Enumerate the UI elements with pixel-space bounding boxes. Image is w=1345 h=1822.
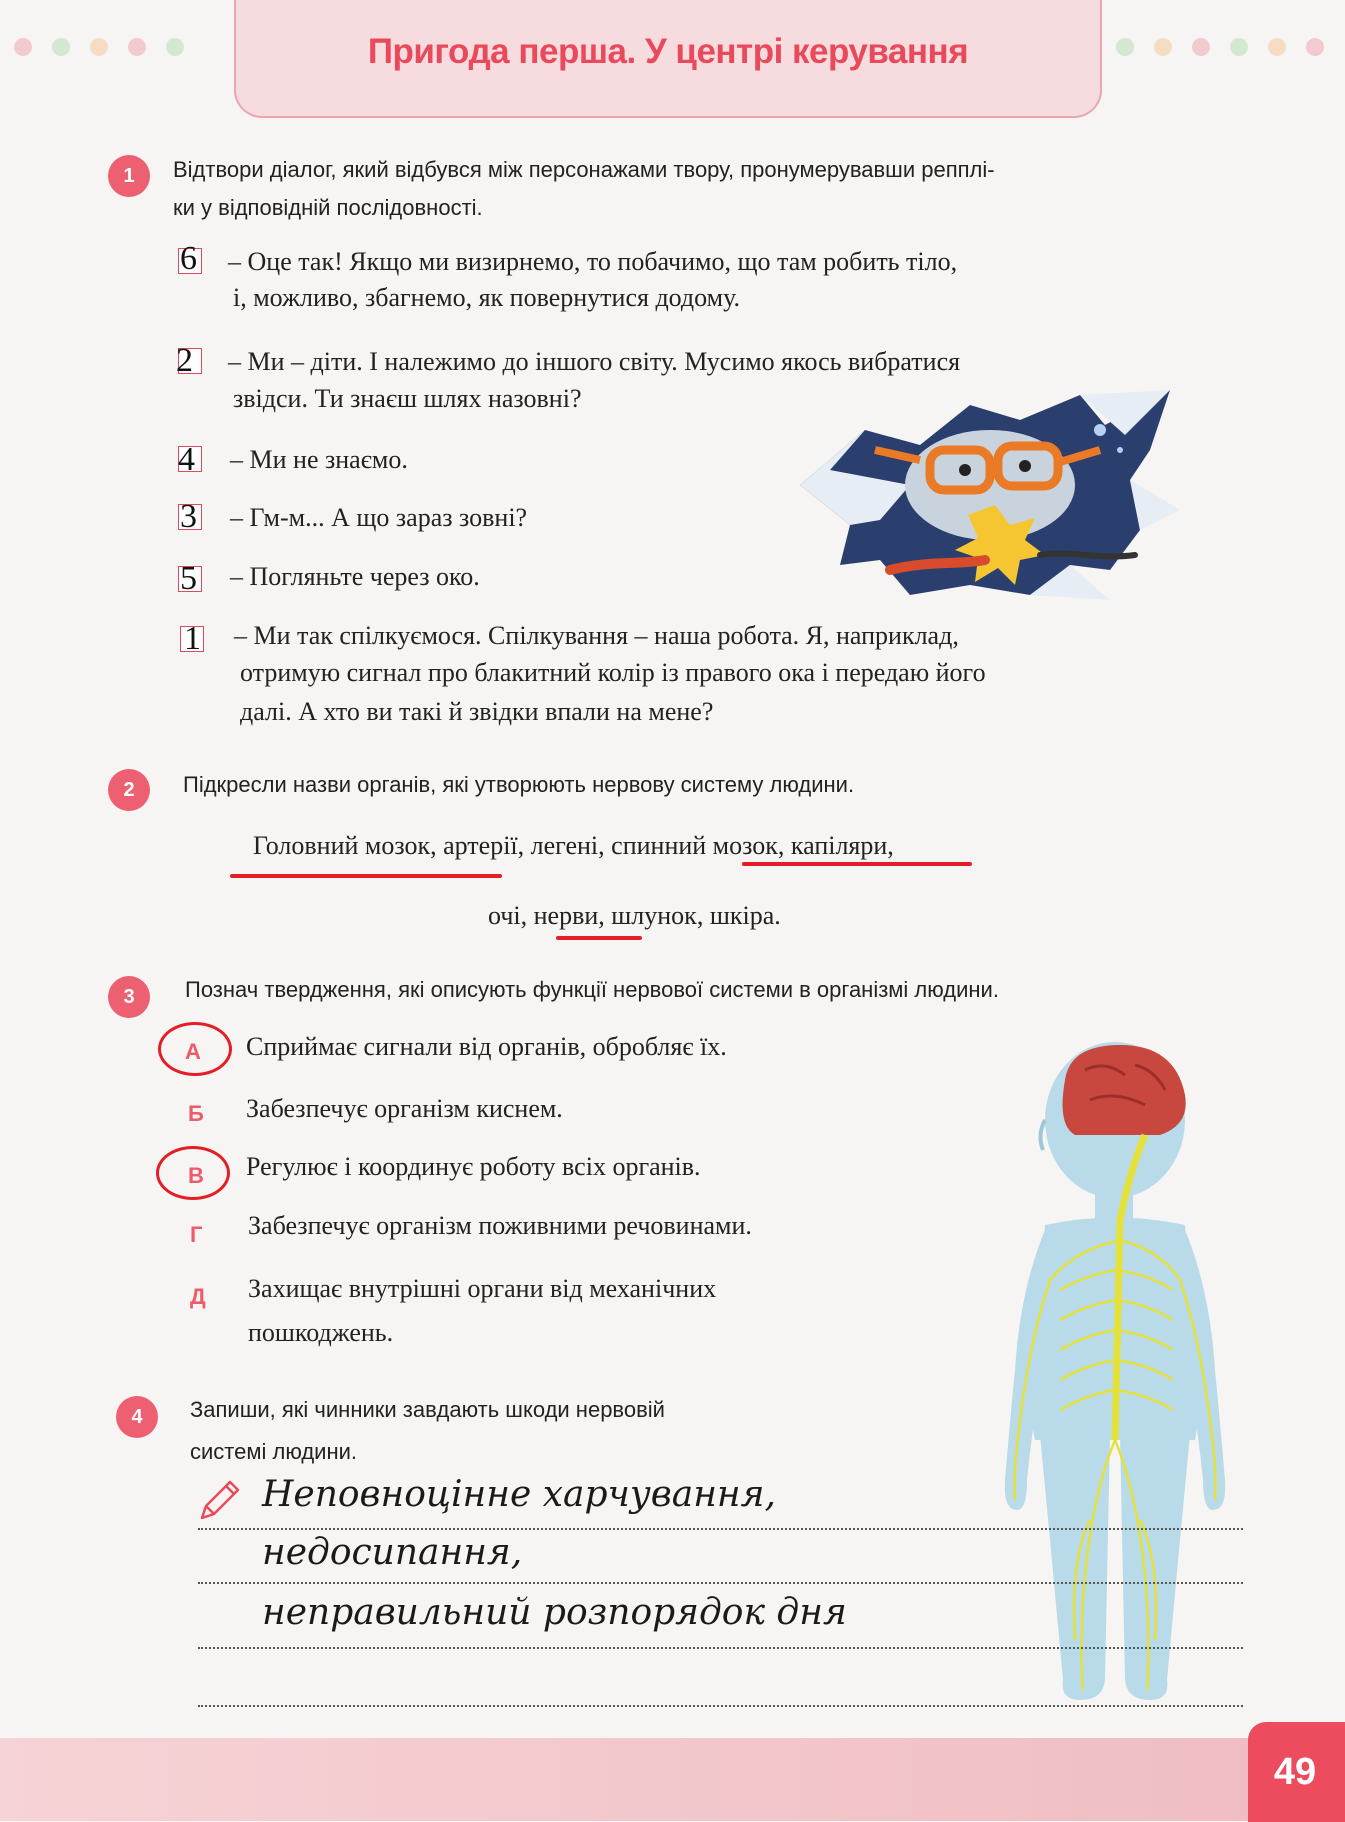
underline-brain [230,874,502,878]
answer-number: 5 [180,560,197,597]
answer-number: 2 [176,342,193,379]
task-number-1: 1 [108,155,150,197]
dialogue-line: отримую сигнал про блакитний колір із правого ока і передаю його [240,658,986,687]
task-number-4: 4 [116,1396,158,1438]
organs-line-2: очі, нерви, шлунок, шкіра. [488,901,781,930]
organs-line-1: Головний мозок, артерії, легені, спинний мозок, капіляри, [253,831,894,860]
task-number-2: 2 [108,769,150,811]
option-text: Забезпечує організм поживними речовинами. [248,1211,752,1240]
task4-prompt-line1: Запиши, які чинники завдають шкоди нервовій [190,1397,665,1422]
answer-line [198,1705,1243,1707]
dialogue-line: і, можливо, збагнемо, як повернутися додому. [233,283,741,312]
handwritten-answer: недосипання, [262,1532,523,1573]
answer-number: 3 [180,498,197,535]
task1-prompt-line2: ки у відповідній послідовності. [173,195,483,220]
task2-prompt: Підкресли назви органів, які утворюють нервову систему людини. [183,772,855,797]
dialogue-line: – Гм-м... А що зараз зовні? [230,503,528,532]
underline-spinal-cord [742,862,972,866]
option-text: Забезпечує організм киснем. [246,1094,563,1123]
answer-line [198,1647,1243,1649]
footer-band [0,1738,1345,1821]
dialogue-line: – Оце так! Якщо ми визирнемо, то побачимо, що там робить тіло, [228,247,958,276]
answer-line [198,1582,1243,1584]
task1-prompt-line1: Відтвори діалог, який відбувся між персонажами твору, пронумерувавши репплі- [173,157,995,182]
nervous-system-figure [995,1040,1235,1705]
underline-nerves [556,936,642,940]
option-letter: Г [190,1222,203,1247]
dialogue-line: – Ми – діти. І належимо до іншого світу. Мусимо якось вибратися [228,347,961,376]
dialogue-line: далі. А хто ви такі й звідки впали на мене? [240,697,714,726]
option-letter: Д [190,1284,206,1309]
task-number-3: 3 [108,976,150,1018]
handwritten-answer: неправильний розпорядок дня [262,1592,847,1633]
dialogue-line: звідси. Ти знаєш шлях назовні? [233,384,582,413]
goggles-character-illustration [770,390,1200,605]
option-letter: Б [188,1101,204,1126]
task4-prompt-line2: системі людини. [190,1439,358,1464]
header-tab [234,0,1102,118]
option-text: Сприймає сигнали від органів, обробляє їх. [246,1032,727,1061]
answer-line [198,1528,1243,1530]
task3-prompt: Познач твердження, які описують функції нервової системи в організмі людини. [185,977,999,1002]
dialogue-line: – Ми не знаємо. [230,445,408,474]
option-text: Захищає внутрішні органи від механічних [248,1274,717,1303]
option-letter: В [188,1163,204,1188]
option-text: пошкоджень. [248,1318,394,1347]
answer-number: 6 [180,240,197,277]
dialogue-line: – Погляньте через око. [230,562,480,591]
answer-number: 4 [178,441,195,478]
dialogue-line: – Ми так спілкуємося. Спілкування – наша робота. Я, наприклад, [234,621,959,650]
option-text: Регулює і координує роботу всіх органів. [246,1152,701,1181]
answer-number: 1 [184,620,201,657]
page-number: 49 [1248,1722,1345,1822]
option-letter: А [185,1039,201,1064]
handwritten-answer: Неповноцінне харчування, [262,1474,776,1515]
page-title: Пригода перша. У центрі керування [367,32,969,71]
pencil-icon [196,1478,242,1524]
